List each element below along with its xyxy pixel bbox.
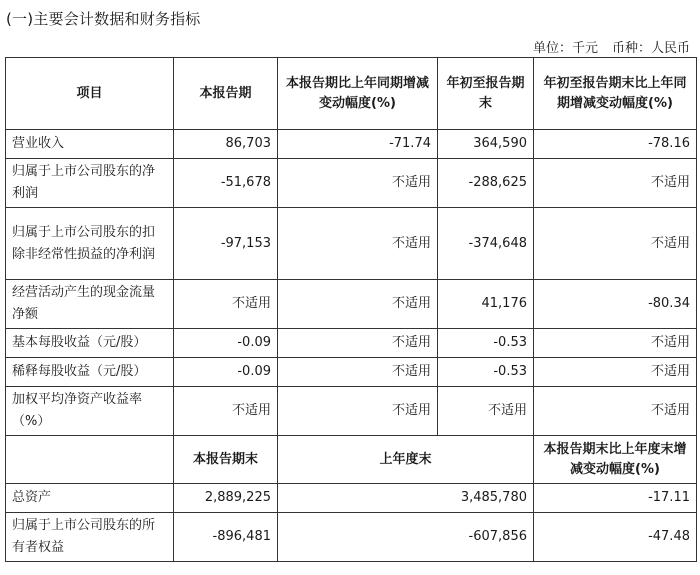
cell-ytd-change: -78.16 bbox=[534, 130, 697, 159]
cell-ytd: 41,176 bbox=[438, 280, 534, 329]
cell-current-change: 不适用 bbox=[278, 280, 438, 329]
table-row bbox=[6, 358, 697, 387]
cell-ytd: -288,625 bbox=[438, 159, 534, 208]
row-label: 经营活动产生的现金流量净额 bbox=[6, 280, 174, 329]
header-current-yoy: 本报告期比上年同期增减变动幅度(%) bbox=[278, 58, 438, 130]
cell-current-change: 不适用 bbox=[278, 358, 438, 387]
table-row bbox=[6, 280, 697, 329]
row-label: 总资产 bbox=[6, 484, 174, 513]
cell-ytd-change: -80.34 bbox=[534, 280, 697, 329]
header-item: 项目 bbox=[6, 58, 174, 130]
cell-current: 不适用 bbox=[174, 387, 278, 436]
row-label: 营业收入 bbox=[6, 130, 174, 159]
cell-current-change: 不适用 bbox=[278, 208, 438, 280]
cell-ytd-change: 不适用 bbox=[534, 159, 697, 208]
cell-ytd-change: 不适用 bbox=[534, 329, 697, 358]
row-label: 归属于上市公司股东的净利润 bbox=[6, 159, 174, 208]
header-current-period: 本报告期 bbox=[174, 58, 278, 130]
cell-ytd-change: 不适用 bbox=[534, 358, 697, 387]
cell-ytd: -0.53 bbox=[438, 329, 534, 358]
header-period-end: 本报告期末 bbox=[174, 436, 278, 484]
cell-change: -17.11 bbox=[534, 484, 697, 513]
cell-current: -0.09 bbox=[174, 358, 278, 387]
row-label: 归属于上市公司股东的扣除非经常性损益的净利润 bbox=[6, 208, 174, 280]
row-label: 加权平均净资产收益率（%） bbox=[6, 387, 174, 436]
table-header-row bbox=[6, 58, 697, 130]
section-title: (一)主要会计数据和财务指标 bbox=[6, 10, 201, 28]
cell-current: 不适用 bbox=[174, 280, 278, 329]
cell-ytd: -0.53 bbox=[438, 358, 534, 387]
cell-ytd: 不适用 bbox=[438, 387, 534, 436]
table-row bbox=[6, 513, 697, 562]
header-change: 本报告期末比上年度末增减变动幅度(%) bbox=[534, 436, 697, 484]
header-ytd: 年初至报告期末 bbox=[438, 58, 534, 130]
subheader-blank bbox=[6, 436, 174, 484]
cell-ytd: -374,648 bbox=[438, 208, 534, 280]
cell-prior-year-end: -607,856 bbox=[278, 513, 534, 562]
table-row bbox=[6, 159, 697, 208]
unit-line bbox=[519, 37, 690, 56]
cell-ytd-change: 不适用 bbox=[534, 387, 697, 436]
cell-current: -97,153 bbox=[174, 208, 278, 280]
cell-ytd-change: 不适用 bbox=[534, 208, 697, 280]
header-prior-year-end: 上年度末 bbox=[278, 436, 534, 484]
row-label: 基本每股收益（元/股） bbox=[6, 329, 174, 358]
cell-current-change: -71.74 bbox=[278, 130, 438, 159]
cell-current-change: 不适用 bbox=[278, 329, 438, 358]
cell-current: 86,703 bbox=[174, 130, 278, 159]
cell-current: -0.09 bbox=[174, 329, 278, 358]
cell-current-change: 不适用 bbox=[278, 159, 438, 208]
table-row bbox=[6, 387, 697, 436]
table-subheader-row bbox=[6, 436, 697, 484]
row-label: 稀释每股收益（元/股） bbox=[6, 358, 174, 387]
cell-period-end: -896,481 bbox=[174, 513, 278, 562]
table-row bbox=[6, 329, 697, 358]
cell-prior-year-end: 3,485,780 bbox=[278, 484, 534, 513]
row-label: 归属于上市公司股东的所有者权益 bbox=[6, 513, 174, 562]
table-row bbox=[6, 130, 697, 159]
header-ytd-yoy: 年初至报告期末比上年同期增减变动幅度(%) bbox=[534, 58, 697, 130]
cell-change: -47.48 bbox=[534, 513, 697, 562]
table-row bbox=[6, 208, 697, 280]
cell-current: -51,678 bbox=[174, 159, 278, 208]
currency-label: 币种：人民币 bbox=[611, 41, 690, 56]
cell-period-end: 2,889,225 bbox=[174, 484, 278, 513]
cell-current-change: 不适用 bbox=[278, 387, 438, 436]
table-row bbox=[6, 484, 697, 513]
cell-ytd: 364,590 bbox=[438, 130, 534, 159]
unit-label: 单位：千元 bbox=[532, 41, 598, 56]
financial-data-table bbox=[5, 57, 697, 562]
